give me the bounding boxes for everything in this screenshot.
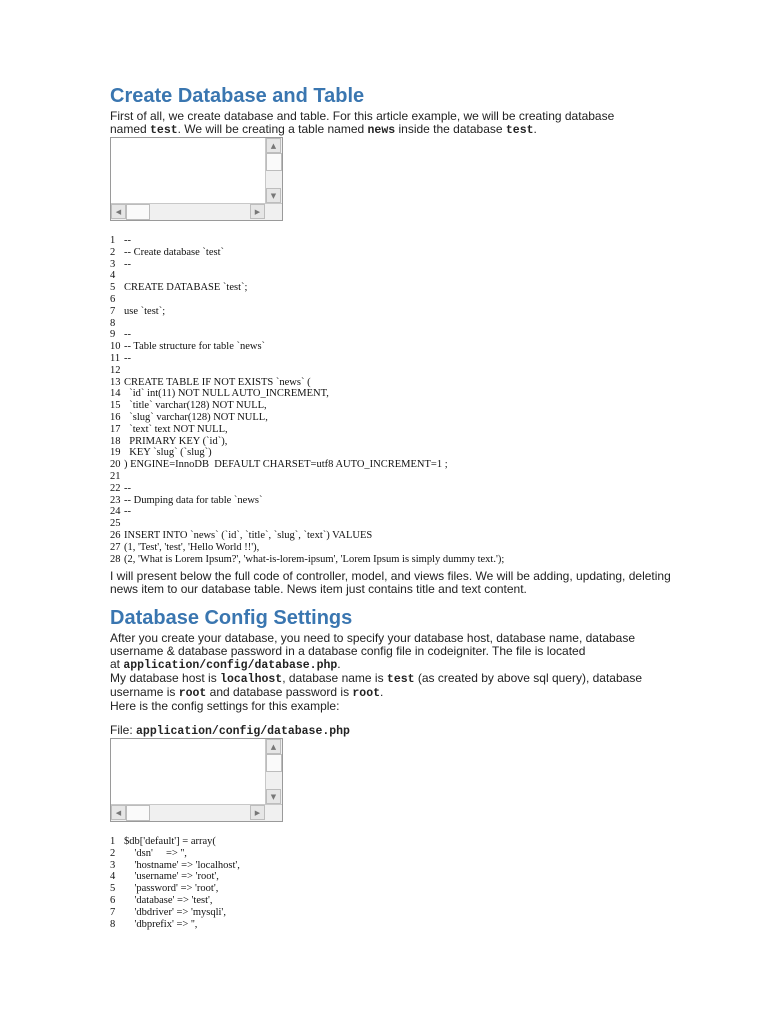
line-number: 22 xyxy=(110,482,121,494)
code-line xyxy=(110,400,710,412)
code-line xyxy=(110,871,710,883)
db-name-code: test xyxy=(505,124,534,137)
scroll-left-arrow-icon[interactable]: ◀ xyxy=(111,204,126,219)
config-p1-line-2: username & database password in a database config file in codeigniter. The file is located xyxy=(110,644,586,658)
line-number: 3 xyxy=(110,258,116,270)
code-line xyxy=(110,436,710,448)
code-line xyxy=(110,424,710,436)
code-line xyxy=(110,518,710,530)
host-code: localhost xyxy=(220,673,283,686)
line-number: 1 xyxy=(110,836,116,847)
line-number: 13 xyxy=(110,376,121,388)
line-number: 15 xyxy=(110,400,121,412)
code-line xyxy=(110,495,710,507)
line-number: 8 xyxy=(110,918,116,930)
scroll-right-arrow-icon[interactable]: ▶ xyxy=(250,204,265,219)
scrollbar-thumb[interactable] xyxy=(266,754,282,772)
line-text: `title` varchar(128) NOT NULL, xyxy=(124,400,267,412)
after-sql-line-1: I will present below the full code of controller, model, and views files. We will be adding, updating, deleting xyxy=(110,569,671,583)
line-text: (2, 'What is Lorem Ipsum?', 'what-is-lorem-ipsum', 'Lorem Ipsum is simply dummy text.'); xyxy=(124,553,505,565)
line-number: 23 xyxy=(110,494,121,506)
line-number: 10 xyxy=(110,341,121,353)
file-label: File: xyxy=(110,723,137,737)
line-text: -- xyxy=(124,258,131,270)
scrollbar-thumb[interactable] xyxy=(266,153,282,171)
code-line xyxy=(110,471,710,483)
line-text: -- Dumping data for table `news` xyxy=(124,494,263,506)
line-number: 27 xyxy=(110,541,121,553)
code-line xyxy=(110,836,710,848)
scroll-up-arrow-icon[interactable]: ▲ xyxy=(266,138,281,153)
line-text: KEY `slug` (`slug`) xyxy=(124,447,212,459)
line-number: 5 xyxy=(110,883,116,895)
code-line xyxy=(110,459,710,471)
line-number: 4 xyxy=(110,871,116,883)
line-number: 28 xyxy=(110,553,121,565)
code-line xyxy=(110,353,710,365)
line-number: 8 xyxy=(110,317,116,329)
line-text: $db['default'] = array( xyxy=(124,836,216,847)
scroll-down-arrow-icon[interactable]: ▼ xyxy=(266,188,281,203)
scroll-down-arrow-icon[interactable]: ▼ xyxy=(266,789,281,804)
horizontal-scrollbar[interactable] xyxy=(111,804,282,821)
code-line xyxy=(110,235,710,247)
line-number: 4 xyxy=(110,270,116,282)
code-line xyxy=(110,388,710,400)
line-text: CREATE TABLE IF NOT EXISTS `news` ( xyxy=(124,376,311,388)
line-number: 26 xyxy=(110,529,121,541)
code-line xyxy=(110,377,710,389)
line-number: 21 xyxy=(110,470,121,482)
line-number: 19 xyxy=(110,447,121,459)
config-p2-line-2 xyxy=(110,686,670,700)
after-sql-line-2: news item to our database table. News item just contains title and text content. xyxy=(110,582,527,596)
horizontal-scrollbar[interactable] xyxy=(111,203,282,220)
line-text: 'hostname' => 'localhost', xyxy=(124,859,240,871)
intro-line-1: First of all, we create database and table. For this article example, we will be creating database xyxy=(110,109,615,123)
line-number: 6 xyxy=(110,894,116,906)
line-number: 24 xyxy=(110,506,121,518)
line-text: `text` text NOT NULL, xyxy=(124,423,228,435)
line-text: -- Table structure for table `news` xyxy=(124,341,266,353)
code-line xyxy=(110,247,710,259)
line-number: 12 xyxy=(110,364,121,376)
line-text: -- xyxy=(124,329,131,341)
code-line xyxy=(110,259,710,271)
line-number: 5 xyxy=(110,282,116,294)
line-text: 'username' => 'root', xyxy=(124,871,219,883)
code-line xyxy=(110,294,710,306)
line-number: 11 xyxy=(110,352,121,364)
line-number: 18 xyxy=(110,435,121,447)
line-number: 7 xyxy=(110,906,116,918)
code-line xyxy=(110,883,710,895)
line-text: 'password' => 'root', xyxy=(124,883,219,895)
db-name-code: test xyxy=(150,124,178,137)
line-number: 1 xyxy=(110,235,116,246)
code-scroll-box-sql[interactable] xyxy=(110,137,283,221)
config-path-code: application/config/database.php xyxy=(123,659,338,672)
config-text: username is xyxy=(110,685,179,699)
code-line xyxy=(110,306,710,318)
password-code: root xyxy=(352,687,381,700)
line-text: `id` int(11) NOT NULL AUTO_INCREMENT, xyxy=(124,388,329,400)
scrollbar-thumb[interactable] xyxy=(126,204,150,220)
file-path-code: application/config/database.php xyxy=(136,725,350,738)
line-number: 2 xyxy=(110,246,116,258)
code-line xyxy=(110,506,710,518)
code-line xyxy=(110,919,710,931)
intro-text: inside the database xyxy=(395,122,506,136)
scroll-up-arrow-icon[interactable]: ▲ xyxy=(266,739,281,754)
line-number: 9 xyxy=(110,329,116,341)
heading-create-database: Create Database and Table xyxy=(110,85,365,107)
intro-line-2 xyxy=(110,123,670,137)
code-line xyxy=(110,530,710,542)
scroll-right-arrow-icon[interactable]: ▶ xyxy=(250,805,265,820)
line-text: use `test`; xyxy=(124,305,166,317)
line-text: -- xyxy=(124,235,131,246)
code-line xyxy=(110,895,710,907)
config-text: and database password is xyxy=(206,685,353,699)
config-p3: Here is the config settings for this example: xyxy=(110,699,340,713)
scroll-left-arrow-icon[interactable]: ◀ xyxy=(111,805,126,820)
config-p1-line-3 xyxy=(110,658,670,672)
intro-paragraph xyxy=(110,110,670,137)
code-line xyxy=(110,365,710,377)
code-line xyxy=(110,542,710,554)
config-text: My database host is xyxy=(110,671,221,685)
line-number: 7 xyxy=(110,305,116,317)
config-text: at xyxy=(110,657,124,671)
line-number: 25 xyxy=(110,518,121,530)
config-paragraph-1 xyxy=(110,632,670,713)
code-line xyxy=(110,860,710,872)
config-text: . xyxy=(337,657,341,671)
line-number: 14 xyxy=(110,388,121,400)
line-number: 6 xyxy=(110,293,116,305)
sql-code-listing xyxy=(110,235,710,565)
username-code: root xyxy=(178,687,207,700)
config-text: . xyxy=(380,685,384,699)
config-p2-line-1 xyxy=(110,672,670,686)
line-text: 'dbprefix' => '', xyxy=(124,918,198,930)
line-text: 'database' => 'test', xyxy=(124,894,213,906)
config-text: (as created by above sql query), database xyxy=(414,671,642,685)
code-line xyxy=(110,282,710,294)
code-line xyxy=(110,412,710,424)
code-line xyxy=(110,483,710,495)
code-line xyxy=(110,329,710,341)
line-text: 'dbdriver' => 'mysqli', xyxy=(124,906,226,918)
db-name-code: test xyxy=(386,673,415,686)
code-line xyxy=(110,907,710,919)
line-number: 3 xyxy=(110,859,116,871)
intro-text: . We will be creating a table named xyxy=(177,122,368,136)
code-scroll-box-php[interactable] xyxy=(110,738,283,822)
php-code-listing xyxy=(110,836,710,930)
line-number: 20 xyxy=(110,459,121,471)
line-text: -- Create database `test` xyxy=(124,246,224,258)
code-line xyxy=(110,554,710,566)
code-line xyxy=(110,318,710,330)
line-text: -- xyxy=(124,352,131,364)
line-text: `slug` varchar(128) NOT NULL, xyxy=(124,411,268,423)
line-text: PRIMARY KEY (`id`), xyxy=(124,435,228,447)
vertical-scrollbar[interactable] xyxy=(265,138,282,203)
intro-text: named xyxy=(110,122,151,136)
config-p1-line-1: After you create your database, you need to specify your database host, database name, database xyxy=(110,631,636,645)
line-number: 17 xyxy=(110,423,121,435)
line-number: 2 xyxy=(110,847,116,859)
line-text: -- xyxy=(124,482,131,494)
line-text: CREATE DATABASE `test`; xyxy=(124,282,248,294)
line-text: 'dsn' => '', xyxy=(124,847,187,859)
config-text: , database name is xyxy=(282,671,387,685)
vertical-scrollbar[interactable] xyxy=(265,739,282,804)
code-line xyxy=(110,848,710,860)
heading-database-config: Database Config Settings xyxy=(110,607,353,629)
intro-text: . xyxy=(533,122,537,136)
code-line xyxy=(110,270,710,282)
code-line xyxy=(110,341,710,353)
table-name-code: news xyxy=(367,124,396,137)
scrollbar-thumb[interactable] xyxy=(126,805,150,821)
code-line xyxy=(110,447,710,459)
line-text: (1, 'Test', 'test', 'Hello World !!'), xyxy=(124,541,260,553)
line-number: 16 xyxy=(110,411,121,423)
file-label-line xyxy=(110,724,670,738)
after-sql-paragraph xyxy=(110,570,710,596)
line-text: -- xyxy=(124,506,131,518)
line-text: ) ENGINE=InnoDB DEFAULT CHARSET=utf8 AUTO_INCREMENT=1 ; xyxy=(124,459,448,471)
line-text: INSERT INTO `news` (`id`, `title`, `slug`, `text`) VALUES xyxy=(124,529,373,541)
